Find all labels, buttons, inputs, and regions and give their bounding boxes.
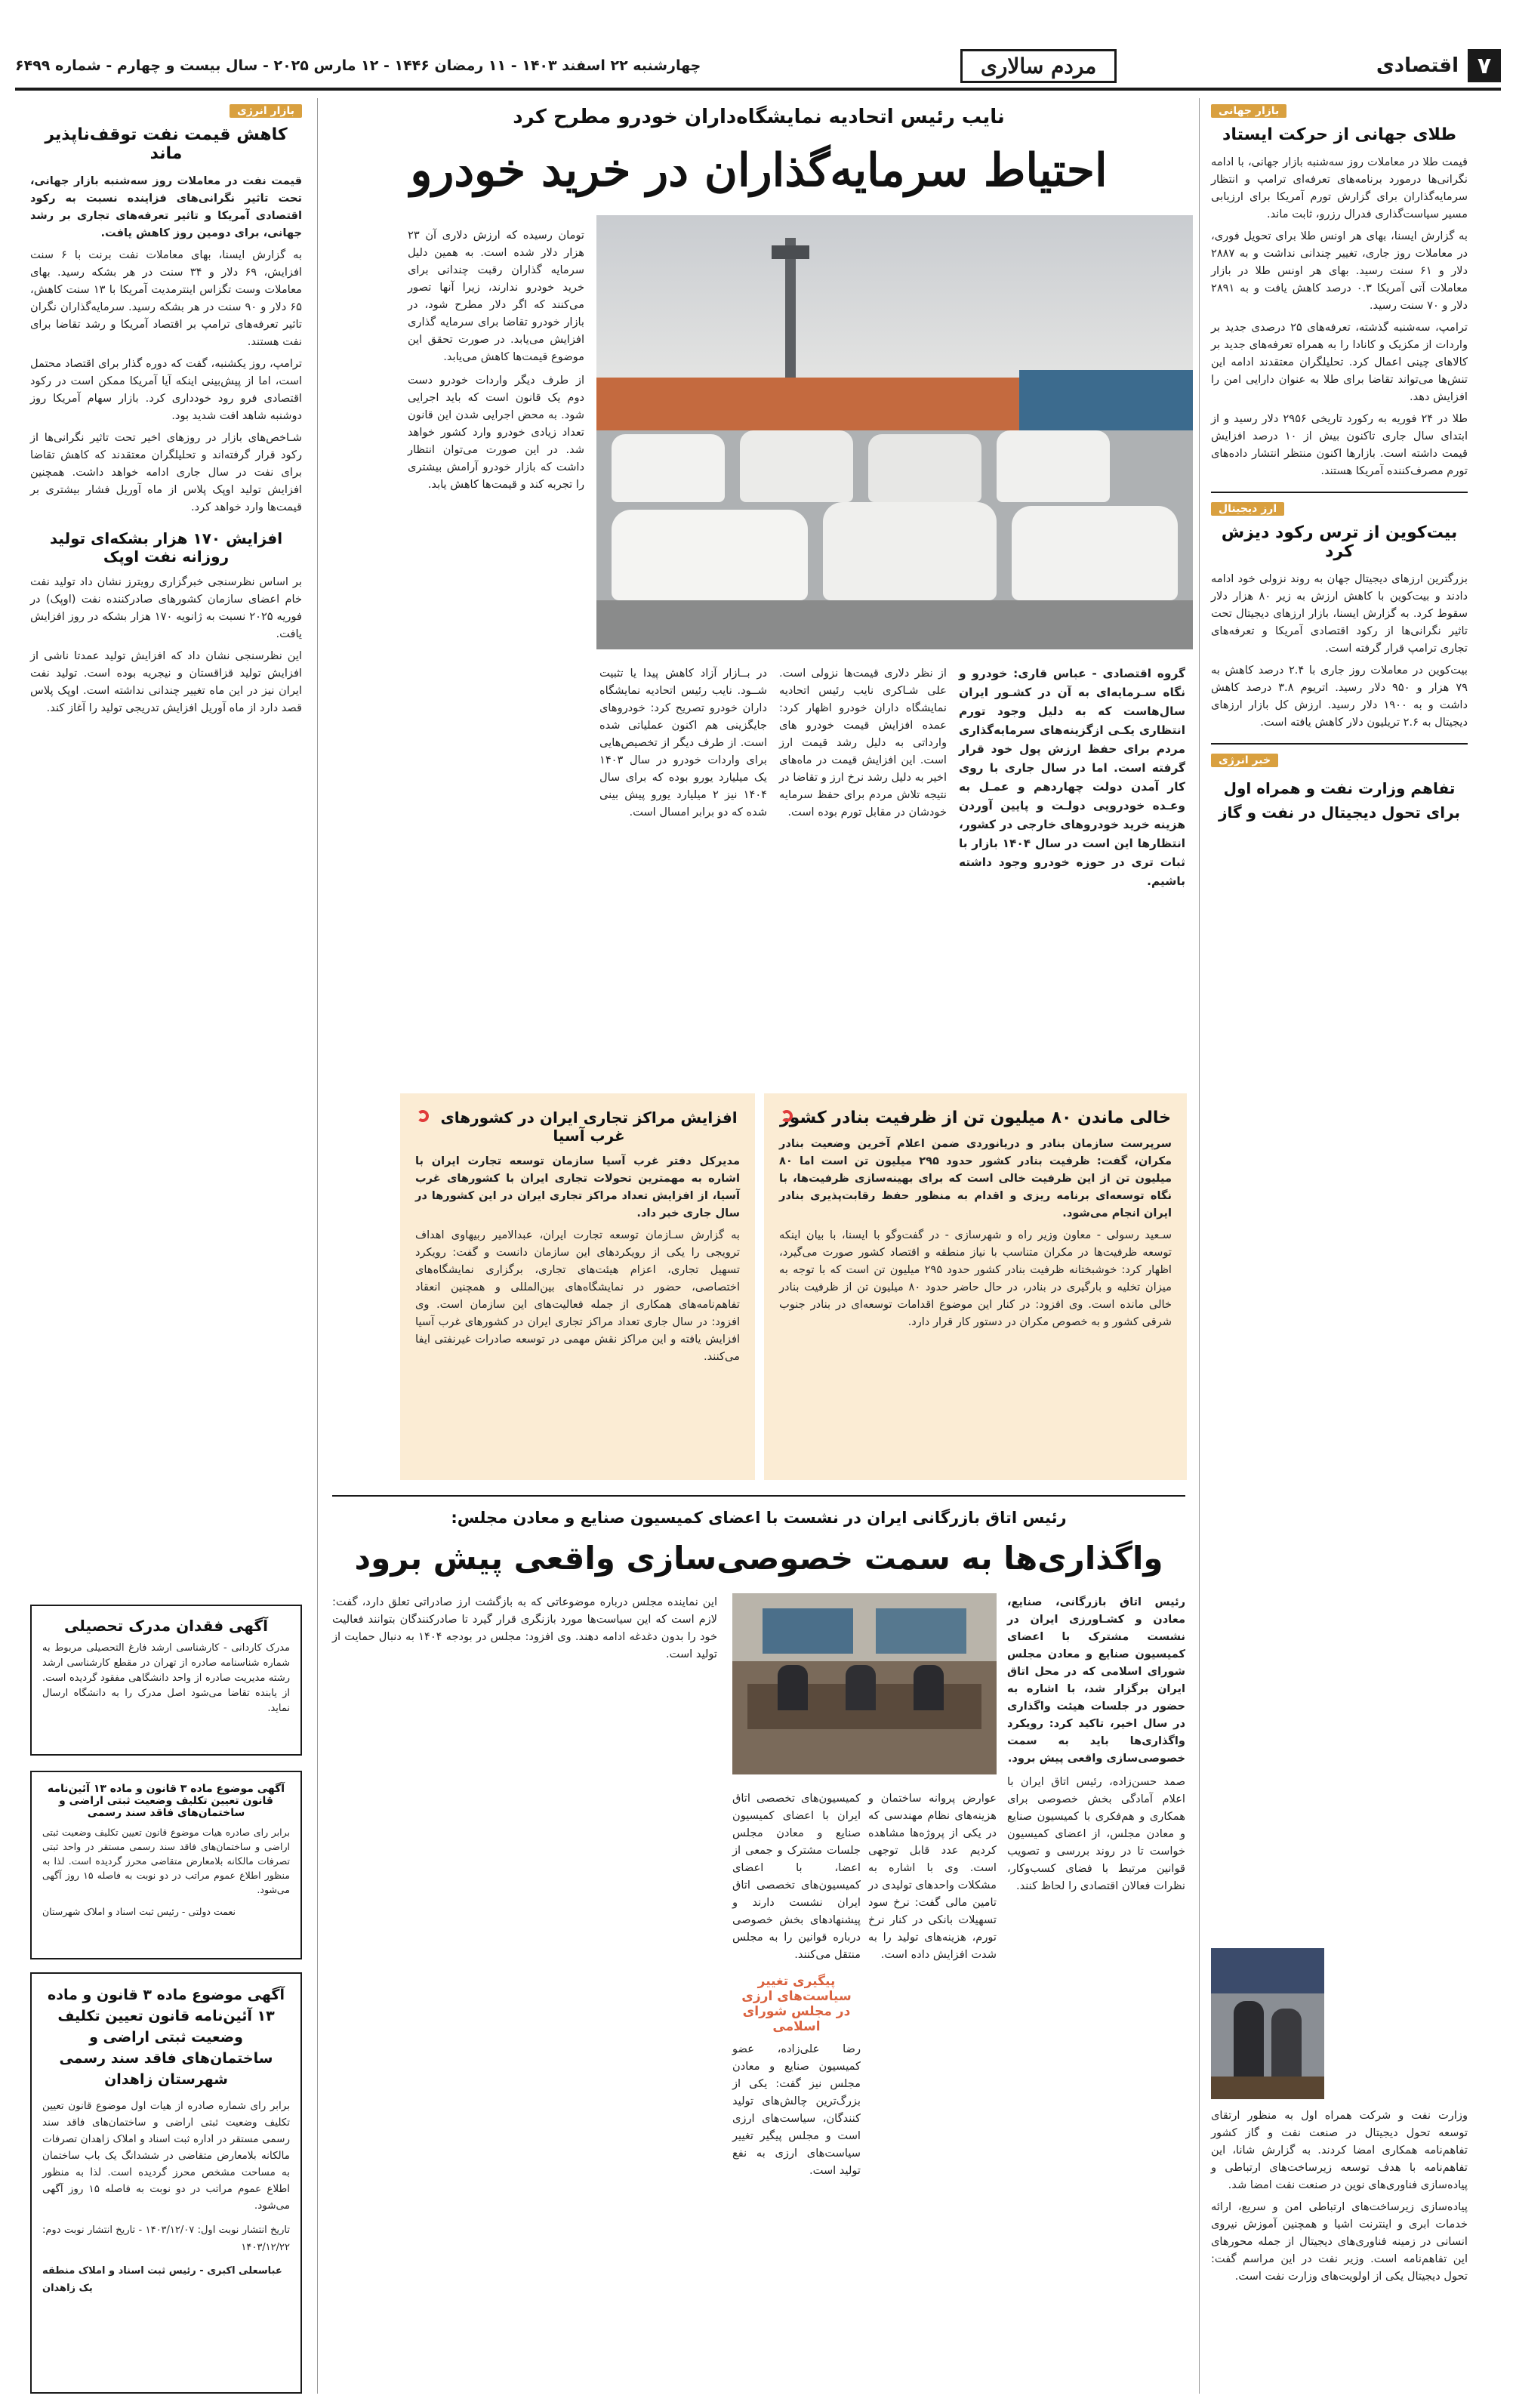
ports-box	[764, 1093, 1187, 1480]
lead-body-4: از طرف دیگر واردات خودرو دست دوم یک قانون است که باید اجرایی شود. به محض اجرایی شدن این قانون تعداد زیادی خودرو وارد کشور خواهد شد. در این صورت می‌توان انتظار داشت که بازار خودرو آرامش بیشتری را تجربه کند و قیمت‌ها کاهش یابد.	[408, 374, 584, 491]
ports-headline: خالی ماندن ۸۰ میلیون تن از ظرفیت بنادر کشور	[780, 1108, 1171, 1127]
mci-body-1: وزارت نفت و شرکت همراه اول به منظور ارتقای توسعه تحول دیجیتال در صنعت نفت و گاز کشور تفاهم‌نامه همکاری امضا کردند. به گزارش شانا، این تفاهم‌نامه با هدف توسعه زیرساخت‌های ارتباطی و پیاده‌سازی فناوری‌های نوین در صنعت نفت امضا شد.	[1211, 2109, 1468, 2191]
oil-body-3: ترامپ، روز یکشنبه، گفت که دوره گذار برای اقتصاد محتمل است، اما از پیش‌بینی اینکه آیا آمریکا ممکن است در رکود اقتصادی فرو رود خودداری کرد. بازار سهام آمریکا روز دوشنبه شاهد افت شدید بود.	[30, 357, 302, 422]
lead-col-4	[408, 227, 584, 493]
lead-body-2: در بــازار آزاد کاهش پیدا یا تثبیت شــود. نایب رئیس اتحادیه نمایشگاه داران خودرو تصریح کرد: خودروهای جایگزینی هم اکنون عملیاتی شده است. از طرف دیگر از تخصیص‌هایی برای واردات خودرو در سال ۱۴۰۳ یک میلیارد یورو بوده که برای سال ۱۴۰۴ نیز ۲ میلیارد یورو پیش بینی شده که دو برابر امسال است.	[599, 667, 767, 819]
meeting-photo	[732, 1593, 997, 1774]
left-column	[30, 103, 302, 717]
mci-headline: تفاهم وزارت نفت و همراه اول برای تحول دیجیتال در نفت و گاز	[1218, 779, 1461, 822]
gold-body-3: ترامپ، سه‌شنبه گذشته، تعرفه‌های ۲۵ درصدی جدید بر واردات از مکزیک و کانادا را به همراه تعرفه‌های جدید بر کالاهای چینی اعمال کرد. تحلیلگران معتقدند ادامه این تنش‌ها می‌تواند تقاضا برای طلا به عنوان دارایی امن را افزایش دهد.	[1211, 321, 1468, 403]
privatization-body-5: رضا علی‌زاده، عضو کمیسیون صنایع و معادن مجلس نیز گفت: یکی از بزرگ‌ترین چالش‌های تولید کنندگان، سیاست‌های ارزی است و مجلس پیگیر تغییر سیاست‌های ارزی به نفع تولید است.	[732, 2043, 861, 2177]
bitcoin-headline: بیت‌کوین از ترس رکود دیزش کرد	[1221, 523, 1458, 561]
right-column	[1211, 103, 1468, 825]
land-notice-1-body: برابر رای صادره هیات موضوع قانون تعیین تکلیف وضعیت ثبتی اراضی و ساختمان‌های فاقد سند رسمی مستقر در واحد ثبتی تصرفات مالکانه بلامعارض متقاضی محرز گردیده است. لذا به منظور اطلاع عموم مراتب در دو نوبت به فاصله ۱۵ روز آگهی می‌شود.	[42, 1827, 290, 1895]
car-lot-photo	[596, 215, 1193, 649]
newspaper-logo: مردم سالاری	[960, 49, 1117, 83]
section-rule	[332, 1495, 1185, 1497]
lead-summary-col	[959, 664, 1185, 891]
lead-kicker: نایب رئیس اتحادیه نمایشگاه‌داران خودرو مطرح کرد	[513, 106, 1005, 128]
lost-document-ad	[30, 1605, 302, 1756]
oil-headline: کاهش قیمت نفت توقف‌ناپذیر ماند	[45, 125, 288, 163]
land-notice-2-body: برابر رای شماره صادره از هیات اول موضوع قانون تعیین تکلیف وضعیت ثبتی اراضی و ساختمان‌های فاقد سند رسمی مستقر در اداره ثبت اسناد و املاک زاهدان تصرفات مالکانه بلامعارض متقاضی در ششدانگ یک باب ساختمان به مساحت مشخص محرز گردیده است. لذا به منظور اطلاع عموم مراتب در دو نوبت به فاصله ۱۵ روز آگهی می‌شود.	[42, 2100, 290, 2212]
oil-body-1: قیمت نفت در معاملات روز سه‌شنبه بازار جهانی، تحت تاثیر نگرانی‌های فزاینده نسبت به رکود اقتصادی آمریکا و تاثیر تعرفه‌های تجاری بر رشد جهانی، برای دومین روز کاهش یافت.	[30, 174, 302, 239]
asia-lead: مدیرکل دفتر غرب آسیا سازمان توسعه تجارت ایران با اشاره به مهمترین تحولات تجاری ایران با کشورهای غرب آسیا، از افزایش تعداد مراکز تجاری ایران در این کشورها در سال جاری خبر داد.	[415, 1155, 740, 1219]
ports-lead: سرپرست سازمان بنادر و دریانوردی ضمن اعلام آخرین وضعیت بنادر مکران، گفت: ظرفیت بنادر کشور حدود ۲۹۵ میلیون تن است اما ۸۰ میلیون تن از این ظرفیت خالی است که برای بهینه‌سازی ظرفیت‌ها، با نگاه توسعه‌ای برنامه ریزی و اقدام به منظور حفظ رقابت‌پذیری بنادر ایران انجام می‌شود.	[779, 1137, 1172, 1219]
lost-document-title: آگهی فقدان مدرک تحصیلی	[64, 1617, 268, 1635]
privatization-body-4: کمیسیون‌های تخصصی اتاق ایران با اعضای کمیسیون صنایع و معادن مجلس جلسات مشترک و جمعی از اعضا، با اعضای کمیسیون‌های تخصصی اتاق ایران نشست دارند و پیشنهادهای بخش خصوصی درباره قوانین را به مجلس منتقل می‌کنند.	[732, 1792, 861, 1961]
tag-energy-market: بازار انرژی	[230, 104, 302, 118]
privatization-kicker: رئیس اتاق بازرگانی ایران در نشست با اعضای کمیسیون صنایع و معادن مجلس:	[451, 1509, 1067, 1527]
privatization-body-2: صمد حسن‌زاده، رئیس اتاق ایران با اعلام آمادگی بخش خصوصی برای همکاری و هم‌فکری با کمیسیون صنایع و معادن مجلس، از اعضای کمیسیون خواست تا در روند بررسی و تصویب قوانین مرتبط با فضای کسب‌وکار، نظرات فعالان اقتصادی را لحاظ کنند.	[1007, 1775, 1185, 1892]
land-notice-1-title: آگهی موضوع ماده ۳ قانون و ماده ۱۳ آئین‌نامه قانون تعیین تکلیف وضعیت ثبتی اراضی و ساختمان‌های فاقد سند رسمی	[47, 1783, 285, 1819]
land-notice-2-dates: تاریخ انتشار نوبت اول: ۱۴۰۳/۱۲/۰۷ - تاریخ انتشار نوبت دوم: ۱۴۰۳/۱۲/۲۲	[42, 2225, 290, 2253]
ceremony-photo	[1211, 1948, 1324, 2099]
bitcoin-body-1: بزرگترین ارزهای دیجیتال جهان به روند نزولی خود ادامه دادند و بیت‌کوین با کاهش ارزش به زیر ۸۰ هزار دلار سقوط کرد. به گزارش ایسنا، بازار ارزهای دیجیتال تحت تاثیر نگرانی‌ها از رکود اقتصادی آمریکا و تعرفه‌های تجاری ترامپ قرار گرفته است.	[1211, 572, 1468, 655]
section-name: اقتصادی	[1376, 54, 1459, 77]
opec-headline: افزایش ۱۷۰ هزار بشکه‌ای تولید روزانه نفت اوپک	[49, 529, 283, 566]
privatization-col-1	[1007, 1593, 1185, 1895]
privatization-body-6: این نماینده مجلس درباره موضوعاتی که به بازگشت ارز صادراتی تعلق دارد، گفت: لازم است که این سیاست‌ها مورد بازنگری قرار گیرد تا صادرکنندگان بتوانند فعالیت خود را بدون دغدغه ادامه دهند. وی افزود: مجلس در بودجه ۱۴۰۴ به دنبال حمایت از تولید است.	[332, 1596, 717, 1660]
lead-col-2	[779, 664, 947, 821]
privatization-headline: واگذاری‌ها به سمت خصوصی‌سازی واقعی پیش برود	[354, 1540, 1163, 1577]
land-notice-ad-1	[30, 1771, 302, 1959]
ports-body: سـعید رسولی - معاون وزیر راه و شهرسازی - در گفت‌وگو با ایسنا، با بیان اینکه توسعه ظرفیت‌ها در مکران متناسب با نیاز منطقه و اقتصاد کشور صورت می‌گیرد، اظهار کرد: خوشبختانه ظرفیت بنادر کشور حدود ۲۹۵ میلیون تن است که با توجه به میزان تخلیه و بارگیری در بنادر، در حال حاضر حدود ۸۰ میلیون تن از ظرفیت بنادر خالی مانده است. وی افزود: در کنار این موضوع اقدامات توسعه‌ای در بنادر جنوب شرقی کشور و به خصوص مکران در دستور کار قرار دارد.	[779, 1229, 1172, 1328]
lead-body-1: از نظر دلاری قیمت‌ها نزولی است. علی شـاکری نایب رئیس اتحادیه نمایشگاه داران خودرو اظهار کرد: عمده افزایش قیمت خودرو های وارداتی به دلیل رشد قیمت ارز است. این افزایش قیمت در ماه‌های اخیر به دلیل رشد نرخ ارز و تقاضا در نتیجه تلاش مردم برای حفظ سرمایه خودشان در مقابل تورم بوده است.	[779, 667, 947, 819]
asia-body: به گزارش سـازمان توسعه تجارت ایران، عبدالامیر ربیهاوی اهداف ترویجی را یکی از رویکردهای این سازمان دانست و گفت: رویکرد تسهیل تجاری، اعزام هیئت‌های تجاری، برگزاری نمایشگاه‌های اختصاصی، حضور در نمایشگاه‌های بین‌المللی و همچنین انعقاد تفاهم‌نامه‌های همکاری از جمله فعالیت‌های این سازمان است. وی افزود: در سال جاری تعداد مراکز تجاری ایران در کشورهای غرب آسیا افزایش یافته و این مراکز نقش مهمی در توسعه صادرات غیرنفتی ایفا می‌کنند.	[415, 1229, 740, 1363]
red-circle-icon	[781, 1110, 793, 1122]
land-notice-2-sign: عباسعلی اکبری - رئیس ثبت اسناد و املاک منطقه یک زاهدان	[42, 2265, 282, 2294]
masthead	[15, 44, 1501, 91]
red-circle-icon	[417, 1110, 429, 1122]
land-notice-2-title: آگهی موضوع ماده ۳ قانون و ماده ۱۳ آئین‌نامه قانون تعیین تکلیف وضعیت ثبتی اراضی و ساختمان‌های فاقد سند رسمی شهرستان زاهدان	[48, 1987, 285, 2088]
tag-crypto: ارز دیجیتال	[1211, 502, 1284, 516]
oil-body-5: بر اساس نظرسنجی خبرگزاری رویترز نشان داد تولید نفت خام اعضای سازمان کشورهای صادرکننده نفت (اوپک) در فوریه ۲۰۲۵ نسبت به ژانویه ۱۷۰ هزار بشکه در روز افزایش یافت.	[30, 575, 302, 640]
column-divider	[317, 98, 318, 2394]
asia-headline: افزایش مراکز تجاری ایران در کشورهای غرب آسیا	[440, 1108, 738, 1145]
lead-col-3	[599, 664, 767, 821]
tag-energy-news: خبر انرژی	[1211, 754, 1278, 767]
column-divider	[1199, 98, 1200, 2394]
asia-box	[400, 1093, 755, 1480]
oil-body-6: این نظرسنجی نشان داد که افزایش تولید عمدتا ناشی از افزایش تولید قزاقستان و نیجریه بوده است. تولید نفت ایران نیز در این ماه تغییر چندانی نداشته است. اوپک پلاس قصد دارد از ماه آوریل افزایش تدریجی تولید را آغاز کند.	[30, 649, 302, 714]
lead-body-3: تومان رسیده که ارزش دلاری آن ۲۳ هزار دلار شده است. به همین دلیل سرمایه گذاران رقبت چندانی برای خرید خودرو ندارند، زیرا آنها تصور می‌کنند که اگر دلار مطرح شود، در بازار خودرو تقاضا برای سرمایه گذاری افزایش می‌یابد. در صورت تحقق این موضوع قیمت‌ها کاهش می‌یابد.	[408, 229, 584, 363]
privatization-subhead-1: پیگیری تغییر سیاست‌های ارزی	[741, 1974, 852, 2004]
oil-body-2: به گزارش ایسنا، بهای معاملات نفت برنت با ۶ سنت افزایش، ۶۹ دلار و ۳۴ سنت در هر بشکه رسید. بهای معاملات وست تگزاس اینترمدیت آمریکا با ۱۳ سنت کاهش، ۶۵ دلار و ۹۰ سنت در هر بشکه رسید. سرمایه‌گذاران نگران تاثیر تعرفه‌های ترامپ بر اقتصاد آمریکا و رشد تقاضا برای نفت هستند.	[30, 248, 303, 348]
privatization-body-1: رئیس اتاق بازرگانی، صنایع، معادن و کشـاورزی ایران در نشست مشترک با اعضای کمیسیون صنایع و معادن مجلس شورای اسلامی که در محل اتاق ایران برگزار شد، با اشاره به حضور در جلسات هیئت واگذاری در سال اخیر، تاکید کرد: رویکرد واگذاری‌ها باید به سمت خصوصی‌سازی واقعی پیش برود.	[1007, 1596, 1185, 1765]
privatization-col-3	[732, 1790, 861, 2179]
lost-document-body: مدرک کاردانی - کارشناسی ارشد فارغ التحصیلی مربوط به شماره شناسنامه صادره از تهران در مقطع کارشناسی ارشد رشته مدیریت صادره از واحد دانشگاهی مفقود گردیده است. از یابنده تقاضا می‌شود اصل مدرک را به دانشگاه ارسال نماید.	[42, 1642, 290, 1714]
privatization-col-4	[332, 1593, 717, 1663]
page-number: ۷	[1468, 49, 1501, 82]
gold-body-4: طلا در ۲۴ فوریه به رکورد تاریخی ۲۹۵۶ دلار رسید و از ابتدای سال جاری تاکنون بیش از ۱۰ درصد افزایش قیمت داشته است. بازارها اکنون منتظر انتشار داده‌های تورم مصرف‌کننده آمریکا هستند.	[1211, 412, 1468, 477]
oil-body-4: شـاخص‌های بازار در روزهای اخیر تحت تاثیر نگرانی‌ها از رکود قرار گرفته‌اند و تحلیلگران معتقدند که کاهش تقاضا برای نفت در سال جاری ادامه خواهد داشت. همچنین افزایش تولید اوپک پلاس از ماه آوریل فشار بیشتری بر قیمت‌ها وارد خواهد کرد.	[30, 431, 302, 513]
land-notice-ad-2	[30, 1972, 302, 2394]
mci-article	[1211, 2107, 1468, 2285]
lead-headline: احتیاط سرمایه‌گذاران در خرید خودرو	[410, 144, 1108, 197]
land-notice-1-sign: نعمت دولتی - رئیس ثبت اسناد و املاک شهرستان	[42, 1906, 236, 1917]
privatization-body-3: عوارض پروانه ساختمان و هزینه‌های نظام مهندسی که در یکی از پروژه‌ها مشاهده کردیم عدد قابل توجهی است. وی با اشاره به مشکلات واحدهای تولیدی در تامین مالی گفت: نرخ سود تسهیلات بانکی در کنار نرخ تورم، هزینه‌های تولید را به شدت افزایش داده است.	[868, 1792, 997, 1961]
privatization-subhead-2: در مجلس شورای اسلامی	[742, 2004, 851, 2034]
date-line: چهارشنبه ۲۲ اسفند ۱۴۰۳ - ۱۱ رمضان ۱۴۴۶ - ۱۲ مارس ۲۰۲۵ - سال بیست و چهارم - شماره ۶۴۹۹	[15, 57, 701, 74]
mci-body-2: پیاده‌سازی زیرساخت‌های ارتباطی امن و سریع، ارائه خدمات ابری و اینترنت اشیا و همچنین آموزش نیروی انسانی در زمینه فناوری‌های دیجیتال از جمله محورهای این تفاهم‌نامه است. وزیر نفت در این مراسم گفت: تحول دیجیتال یکی از اولویت‌های وزارت نفت است.	[1211, 2200, 1468, 2283]
bitcoin-body-2: بیت‌کوین در معاملات روز جاری با ۲.۴ درصد کاهش به ۷۹ هزار و ۹۵۰ دلار رسید. اتریوم ۳.۸ درصد کاهش داشت و به ۱۹۰۰ دلار رسید. ارزش کل بازار ارزهای دیجیتال به ۲.۶ تریلیون دلار کاهش یافته است.	[1211, 664, 1468, 729]
lead-summary: گروه اقتصادی - عباس قاری: خودرو و نگاه سـرمایه‌ای به آن در کشـور ایران سال‌هاست که به دلیل وجود تورم انتظاری یکـی ازگزینه‌های سرمایه‌گذاری مردم برای حفظ ارزش پول خود قرار گرفته است. اما در سال جاری با روی کار آمدن دولت چهاردهم و عمـل به وعـده خودرویی دولـت و پایین آوردن هزینه خرید خودروهای خارجی در کشور، انتظارها این است در سال ۱۴۰۴ بازار با ثبات تری در حوزه خودرو وجود داشته باشیم.	[959, 667, 1185, 888]
gold-headline: طلای جهانی از حرکت ایستاد	[1222, 125, 1456, 144]
tag-world-market: بازار جهانی	[1211, 104, 1286, 118]
section-header	[1376, 49, 1501, 82]
gold-body-2: به گزارش ایسنا، بهای هر اونس طلا برای تحویل فوری، در معاملات روز جاری، تغییر چندانی نداشت و به ۲۸۸۷ دلار و ۶۱ سنت رسید. بهای هر اونس طلا در بازار معاملات آتی آمریکا ۰.۳ درصد کاهش یافت و به ۲۸۹۱ دلار و ۷۰ سنت رسید.	[1211, 230, 1468, 312]
privatization-col-2	[868, 1790, 997, 1963]
gold-body-1: قیمت طلا در معاملات روز سه‌شنبه بازار جهانی، با ادامه نگرانی‌ها درمورد برنامه‌های تعرفه‌ای ترامپ و انتظار سرمایه‌گذاران برای گزارش تورم آمریکا برای ارزیابی مسیر سیاست‌گذاری فدرال رزرو، ثابت ماند.	[1211, 156, 1468, 220]
